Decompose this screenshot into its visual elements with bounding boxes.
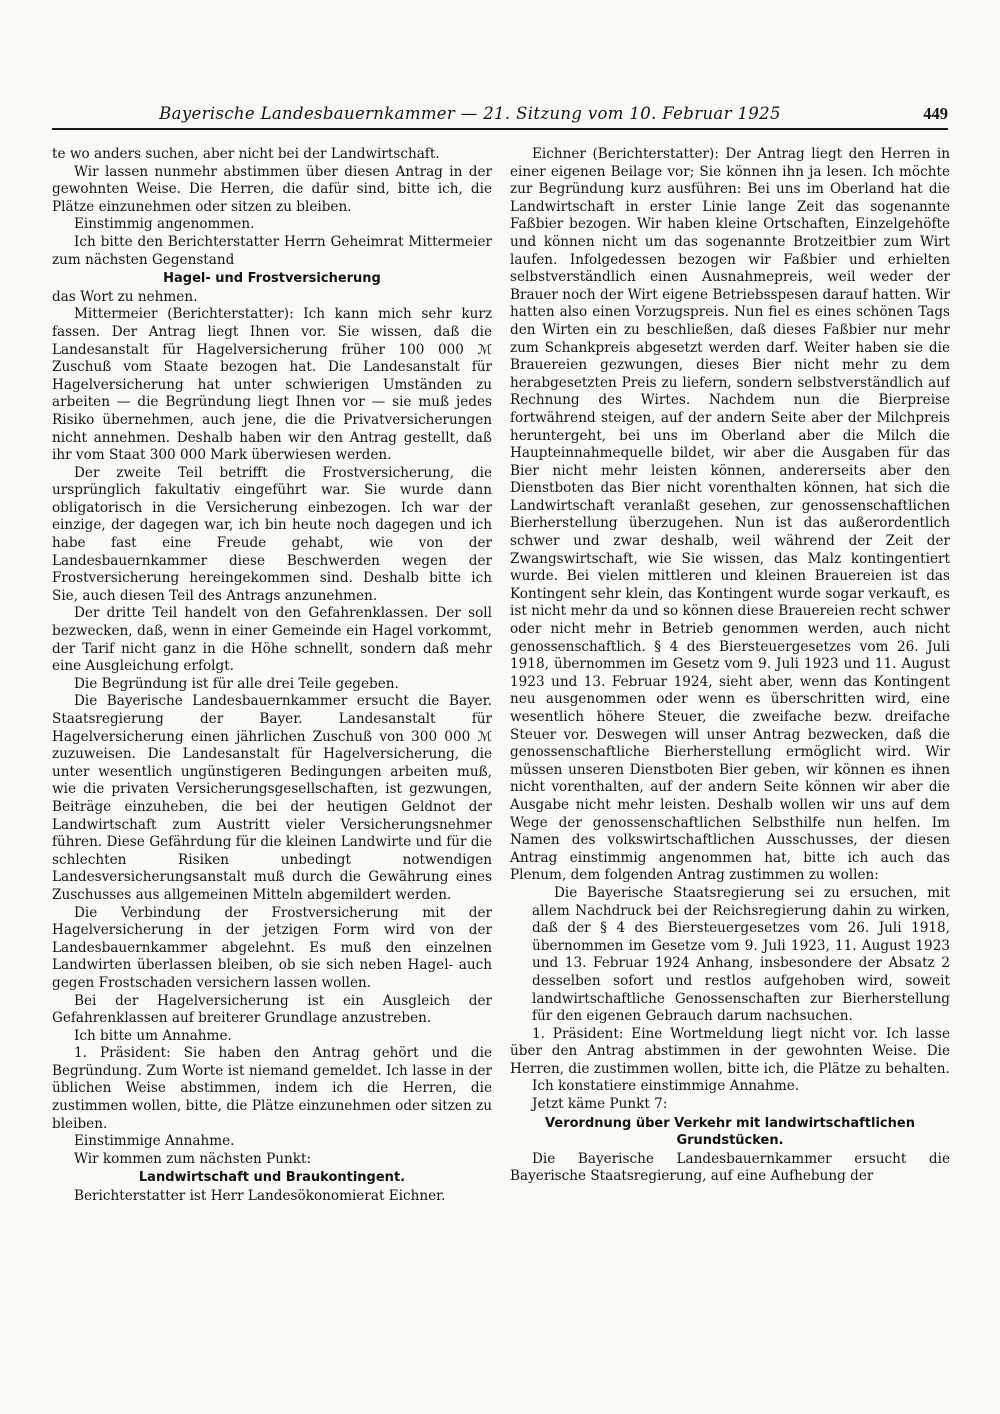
paragraph: 1. Präsident: Sie haben den Antrag gehört und die Begründung. Zum Worte ist niemand gemeldet. Ich lasse in der üblichen Weise abstimmen, indem ich die Herren, die zustimmen wollen, bitte, die Plätze einzunehmen oder sitzen zu bleiben. xyxy=(52,1045,492,1132)
paragraph: Ich konstatiere einstimmige Annahme. xyxy=(532,1078,800,1095)
paragraph: Die Bayerische Landesbauernkammer ersucht die Bayerische Staatsregierung, auf eine Aufhebung der xyxy=(510,1150,950,1185)
paragraph: Berichterstatter ist Herr Landesökonomierat Eichner. xyxy=(74,1188,446,1205)
paragraph: Ich bitte den Berichterstatter Herrn Geheimrat Mittermeier zum nächsten Gegenstand xyxy=(52,233,492,268)
running-title: Bayerische Landesbauernkammer — 21. Sitzung vom 10. Februar 1925 xyxy=(159,104,781,123)
paragraph: 1. Präsident: Eine Wortmeldung liegt nicht vor. Ich lasse über den Antrag abstimmen in der gewohnten Weise. Die Herren, die zustimmen wollen, bitte ich, die Plätze zu behalten. xyxy=(510,1025,950,1077)
paragraph: Einstimmig angenommen. xyxy=(74,216,255,233)
paragraph: Ich bitte um Annahme. xyxy=(74,1027,232,1044)
paragraph: das Wort zu nehmen. xyxy=(52,288,198,305)
paragraph: Die Bayerische Landesbauernkammer ersucht die Bayer. Staatsregierung der Bayer. Landesanstalt für Hagelversicherung einen jährlichen Zuschuß von 300 000 ℳ zuzuweisen. Die Landesanstalt für Hagelversicherung, die unter wesentlich ungünstigeren Bedingungen arbeiten muß, wie die privaten Versicherungsgesellschaften, ist gezwungen, Beiträge einzuheben, die bei der heutigen Geldnot der Landwirtschaft zum Austritt vieler Versicherungsnehmer führen. Diese Gefährdung für die kleinen Landwirte und für die schlechten Risiken unbedingt notwendigen Landesversicherungsanstalt muß durch die Gewährung eines Zuschusses aus allgemeinen Mitteln abgemildert werden. xyxy=(52,693,492,903)
paragraph: Wir kommen zum nächsten Punkt: xyxy=(74,1150,312,1167)
paragraph: Bei der Hagelversicherung ist ein Ausgleich der Gefahrenklassen auf breiterer Grundlage anzustreben. xyxy=(52,992,492,1027)
paragraph: Der zweite Teil betrifft die Frostversicherung, die ursprünglich fakultativ eingeführt war. Sie wurde dann obligatorisch in die Versicherung einbezogen. Ich war der einzige, der dagegen war, ich bin heute noch dagegen und ich habe fast eine Freude gehabt, wie von der Landesbauernkammer diese Beschwerden wegen der Frostversicherung hereingekommen sind. Deshalb bitte ich Sie, auch diesen Teil des Antrags anzunehmen. xyxy=(52,464,492,604)
paragraph: Wir lassen nunmehr abstimmen über diesen Antrag in der gewohnten Weise. Die Herren, die dafür sind, bitte ich, die Plätze einzunehmen oder sitzen zu bleiben. xyxy=(52,163,492,215)
paragraph: Eichner (Berichterstatter): Der Antrag liegt den Herren in einer eigenen Beilage vor; Sie können ihn ja lesen. Ich möchte zur Begründung kurz ausführen: Bei uns im Oberland hat die Landwirtschaft in erster Linie lange Zeit das sogenannte Faßbier bezogen. Wir haben kleine Ortschaften, Einzelgehöfte und können nicht um das sogenannte Brotzeitbier zum Wirt laufen. Infolgedessen bezogen wir Faßbier und erhielten selbstverständlich einen Ausnahmepreis, weil weder der Brauer noch der Wirt eigene Betriebsspesen darauf hatten. Wir hatten also einen Vorzugspreis. Nun fiel es eines schönen Tags den Wirten ein zu beschließen, daß dieses Faßbier nur mehr zum Schankpreis abgesetzt werden darf. Weiter haben sie die Brauereien gezwungen, dieses Bier nicht mehr zu dem herabgesetzten Preis zu liefern, sondern selbstverständlich auf Rechnung des Wirtes. Nachdem nun die Bierpreise fortwährend steigen, auf der andern Seite aber der Milchpreis heruntergeht, bei uns im Oberland aber die Milch die Haupteinnahmequelle bildet, wir aber die Ausgaben für das Bier nicht mehr leisten können, andererseits aber den Dienstboten das Bier nicht vorenthalten können, hat sich die Landwirtschaft veranlaßt gesehen, zur genossenschaftlichen Bierherstellung überzugehen. Nun ist das außerordentlich schwer und zwar deshalb, weil während der Zeit der Zwangswirtschaft, wie Sie wissen, das Malz kontingentiert wurde. Bei vielen mittleren und kleinen Brauereien ist das Kontingent sehr klein, das Kontingent wurde sogar verkauft, es ist nicht mehr da und so können diese Brauereien recht schwer oder nicht mehr in Betrieb genommen werden, auch nicht genossenschaftlich. § 4 des Biersteuergesetzes vom 26. Juli 1918, übernommen im Gesetz vom 9. Juli 1923 und 11. August 1923 und 13. Februar 1924, sieht aber, wenn das Kontingent neu ausgenommen oder wenn es überschritten wird, eine wesentlich höhere Steuer, die zweifache bezw. dreifache Steuer vor. Deswegen will unser Antrag bezwecken, daß die genossenschaftliche Bierherstellung ermöglicht wird. Wir müssen unseren Dienstboten Bier geben, wir können es ihnen nicht vorenthalten, auf der andern Seite können wir aber die Ausgabe nicht mehr leisten. Deshalb wollen wir uns auf dem Wege der genossenschaftlichen Selbsthilfe nun helfen. Im Namen des volkswirtschaftlichen Ausschusses, der diesen Antrag einstimmig angenommen hat, bitte ich auch das Plenum, dem folgenden Antrag zustimmen zu wollen: xyxy=(510,146,950,884)
paragraph: Jetzt käme Punkt 7: xyxy=(532,1096,668,1113)
paragraph: Der dritte Teil handelt von den Gefahrenklassen. Der soll bezwecken, daß, wenn in einer Gemeinde ein Hagel vorkommt, der Tarif nicht ganz in die Höhe schnellt, sondern daß mehr eine Ausgleichung erfolgt. xyxy=(52,605,492,675)
section-heading: Verordnung über Verkehr mit landwirtschaftlichen Grundstücken. xyxy=(545,1115,915,1149)
right-column xyxy=(510,146,950,1326)
section-heading: Landwirtschaft und Braukontingent. xyxy=(138,1170,406,1186)
paragraph: Die Begründung ist für alle drei Teile gegeben. xyxy=(74,675,399,692)
page-number: 449 xyxy=(923,104,948,123)
paragraph: Mittermeier (Berichterstatter): Ich kann mich sehr kurz fassen. Der Antrag liegt Ihnen vor. Sie wissen, daß die Landesanstalt für Hagelversicherung früher 100 000 ℳ Zuschuß vom Staate bezogen hat. Die Landesanstalt für Hagelversicherung hat unter schwierigen Umständen zu arbeiten — die Begründung liegt Ihnen vor — sie muß jedes Risiko übernehmen, auch jene, die die Privatversicherungen nicht annehmen. Deshalb haben wir den Antrag gestellt, daß ihr vom Staat 300 000 Mark überwiesen werden. xyxy=(52,306,492,464)
left-column xyxy=(52,146,492,1326)
paragraph: Die Bayerische Staatsregierung sei zu ersuchen, mit allem Nachdruck bei der Reichsregierung dahin zu wirken, daß der § 4 des Biersteuergesetzes vom 26. Juli 1918, übernommen im Gesetze vom 9. Juli 1923, 11. August 1923 und 13. Februar 1924 Anhang, insbesondere der Absatz 2 desselben sofort und restlos aufgehoben wird, soweit landwirtschaftliche Genossenschaften zur Bierherstellung für den eigenen Gebrauch darum nachsuchen. xyxy=(532,884,950,1025)
paragraph: te wo anders suchen, aber nicht bei der Landwirtschaft. xyxy=(52,146,440,162)
paragraph: Einstimmige Annahme. xyxy=(74,1133,235,1150)
section-heading: Hagel- und Frostversicherung xyxy=(163,271,381,287)
page-header xyxy=(52,102,948,130)
paragraph: Die Verbindung der Frostversicherung mit der Hagelversicherung in der jetzigen Form wird von der Landesbauernkammer abgelehnt. Es muß den einzelnen Landwirten überlassen bleiben, ob sie sich neben Hagel- auch gegen Frostschaden versichern lassen wollen. xyxy=(52,904,492,991)
column-gutter xyxy=(496,146,497,1326)
